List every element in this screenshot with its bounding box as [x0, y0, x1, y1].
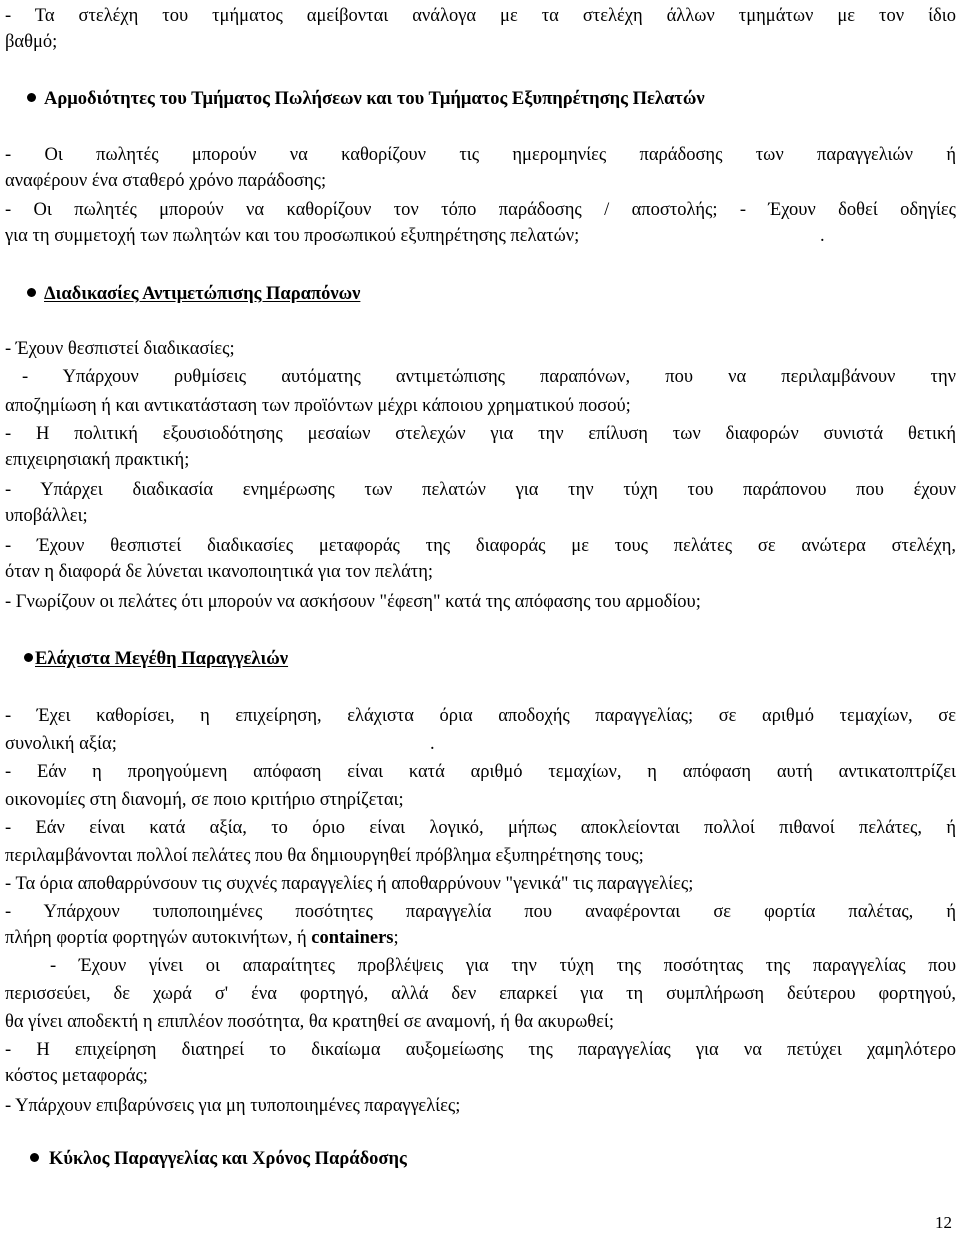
- bullet-icon: [27, 288, 36, 297]
- paragraph-line: περισσεύει, δε χωρά σ' ένα φορτηγό, αλλά δεν επαρκεί για τη συμπλήρωση δεύτερου φορτηγού,: [5, 984, 956, 1004]
- paragraph-line: περιλαμβάνονται πολλοί πελάτες που θα δημιουργηθεί πρόβλημα εξυπηρέτησης τους;: [5, 846, 644, 866]
- paragraph-line: - Η πολιτική εξουσιοδότησης μεσαίων στελεχών για την επίλυση των διαφορών συνιστά θετική: [5, 424, 956, 444]
- paragraph-line: θα γίνει αποδεκτή η επιπλέον ποσότητα, θα κρατηθεί σε αναμονή, ή θα ακυρωθεί;: [5, 1012, 615, 1032]
- paragraph-line: - Υπάρχουν τυποποιημένες ποσότητες παραγγελία που αναφέρονται σε φορτία παλέτας, ή: [5, 902, 956, 922]
- paragraph-line: - Εάν η προηγούμενη απόφαση είναι κατά αριθμό τεμαχίων, η απόφαση αυτή αντικατοπτρίζει: [5, 762, 956, 782]
- line-text: ;: [393, 928, 399, 948]
- section-heading-sales-duties: [27, 86, 705, 112]
- paragraph-line: - Υπάρχουν επιβαρύνσεις για μη τυποποιημένες παραγγελίες;: [5, 1096, 461, 1116]
- section-heading-complaints: [27, 281, 360, 307]
- paragraph-line: - Υπάρχουν ρυθμίσεις αυτόματης αντιμετώπισης παραπόνων, που να περιλαμβάνουν την: [22, 367, 956, 387]
- heading-text: Αρμοδιότητες του Τμήματος Πωλήσεων και του Τμήματος Εξυπηρέτησης Πελατών: [44, 89, 705, 109]
- emphasis-text: containers: [311, 928, 394, 948]
- paragraph-line: - Οι πωλητές μπορούν να καθορίζουν τις ημερομηνίες παράδοσης των παραγγελιών ή: [5, 145, 956, 165]
- paragraph-line: - Γνωρίζουν οι πελάτες ότι μπορούν να ασκήσουν "έφεση" κατά της απόφασης του αρμοδίου;: [5, 592, 701, 612]
- paragraph-line: κόστος μεταφοράς;: [5, 1066, 148, 1086]
- paragraph-line: όταν η διαφορά δε λύνεται ικανοποιητικά για τον πελάτη;: [5, 562, 434, 582]
- paragraph-line: [5, 925, 956, 951]
- paragraph-line: - Τα στελέχη του τμήματος αμείβονται ανάλογα με τα στελέχη άλλων τμημάτων με τον ίδιο: [5, 6, 956, 26]
- paragraph-line: οικονομίες στη διανομή, σε ποιο κριτήριο στηρίζεται;: [5, 790, 404, 810]
- paragraph-line: αποζημίωση ή και αντικατάσταση των προϊόντων μέχρι κάποιου χρηματικού ποσού;: [5, 396, 631, 416]
- paragraph-line: υποβάλλει;: [5, 506, 88, 526]
- paragraph-line: επιχειρησιακή πρακτική;: [5, 450, 190, 470]
- line-text: πλήρη φορτία φορτηγών αυτοκινήτων, ή: [5, 928, 312, 948]
- section-heading-min-order: [24, 646, 288, 672]
- heading-text: Διαδικασίες Αντιμετώπισης Παραπόνων: [44, 284, 361, 304]
- bullet-icon: [24, 653, 33, 662]
- paragraph-line: αναφέρουν ένα σταθερό χρόνο παράδοσης;: [5, 171, 327, 191]
- bullet-icon: [27, 93, 36, 102]
- paragraph-line: - Εάν είναι κατά αξία, το όριο είναι λογικό, μήπως αποκλείονται πολλοί πιθανοί πελάτες, ή: [5, 818, 956, 838]
- paragraph-line: βαθμό;: [5, 32, 58, 52]
- stray-period: .: [430, 734, 435, 754]
- paragraph-line: - Έχει καθορίσει, η επιχείρηση, ελάχιστα όρια αποδοχής παραγγελίας; σε αριθμό τεμαχίων, σε: [5, 706, 956, 726]
- paragraph-line: - Έχουν γίνει οι απαραίτητες προβλέψεις για την τύχη της ποσότητας της παραγγελίας που: [50, 956, 956, 976]
- bullet-icon: [30, 1153, 39, 1162]
- paragraph-line: - Οι πωλητές μπορούν να καθορίζουν τον τόπο παράδοσης / αποστολής; - Έχουν δοθεί οδηγίες: [5, 200, 956, 220]
- heading-text: Κύκλος Παραγγελίας και Χρόνος Παράδοσης: [49, 1149, 407, 1169]
- page-number: 12: [935, 1213, 952, 1232]
- paragraph-line: για τη συμμετοχή των πωλητών και του προσωπικού εξυπηρέτησης πελατών;: [5, 226, 580, 246]
- stray-period: .: [820, 226, 825, 246]
- section-heading-order-cycle: [30, 1146, 407, 1172]
- paragraph-line: - Τα όρια αποθαρρύνσουν τις συχνές παραγγελίες ή αποθαρρύνουν "γενικά" τις παραγγελίες;: [5, 874, 694, 894]
- paragraph-line: συνολική αξία;: [5, 734, 117, 754]
- heading-text: Ελάχιστα Μεγέθη Παραγγελιών: [35, 649, 289, 669]
- paragraph-line: - Υπάρχει διαδικασία ενημέρωσης των πελατών για την τύχη του παράπονου που έχουν: [5, 480, 956, 500]
- paragraph-line: - Έχουν θεσπιστεί διαδικασίες;: [5, 339, 235, 359]
- paragraph-line: - Η επιχείρηση διατηρεί το δικαίωμα αυξομείωσης της παραγγελίας για να πετύχει χαμηλότερο: [5, 1040, 956, 1060]
- paragraph-line: - Έχουν θεσπιστεί διαδικασίες μεταφοράς της διαφοράς με τους πελάτες σε ανώτερα στελέχη,: [5, 536, 956, 556]
